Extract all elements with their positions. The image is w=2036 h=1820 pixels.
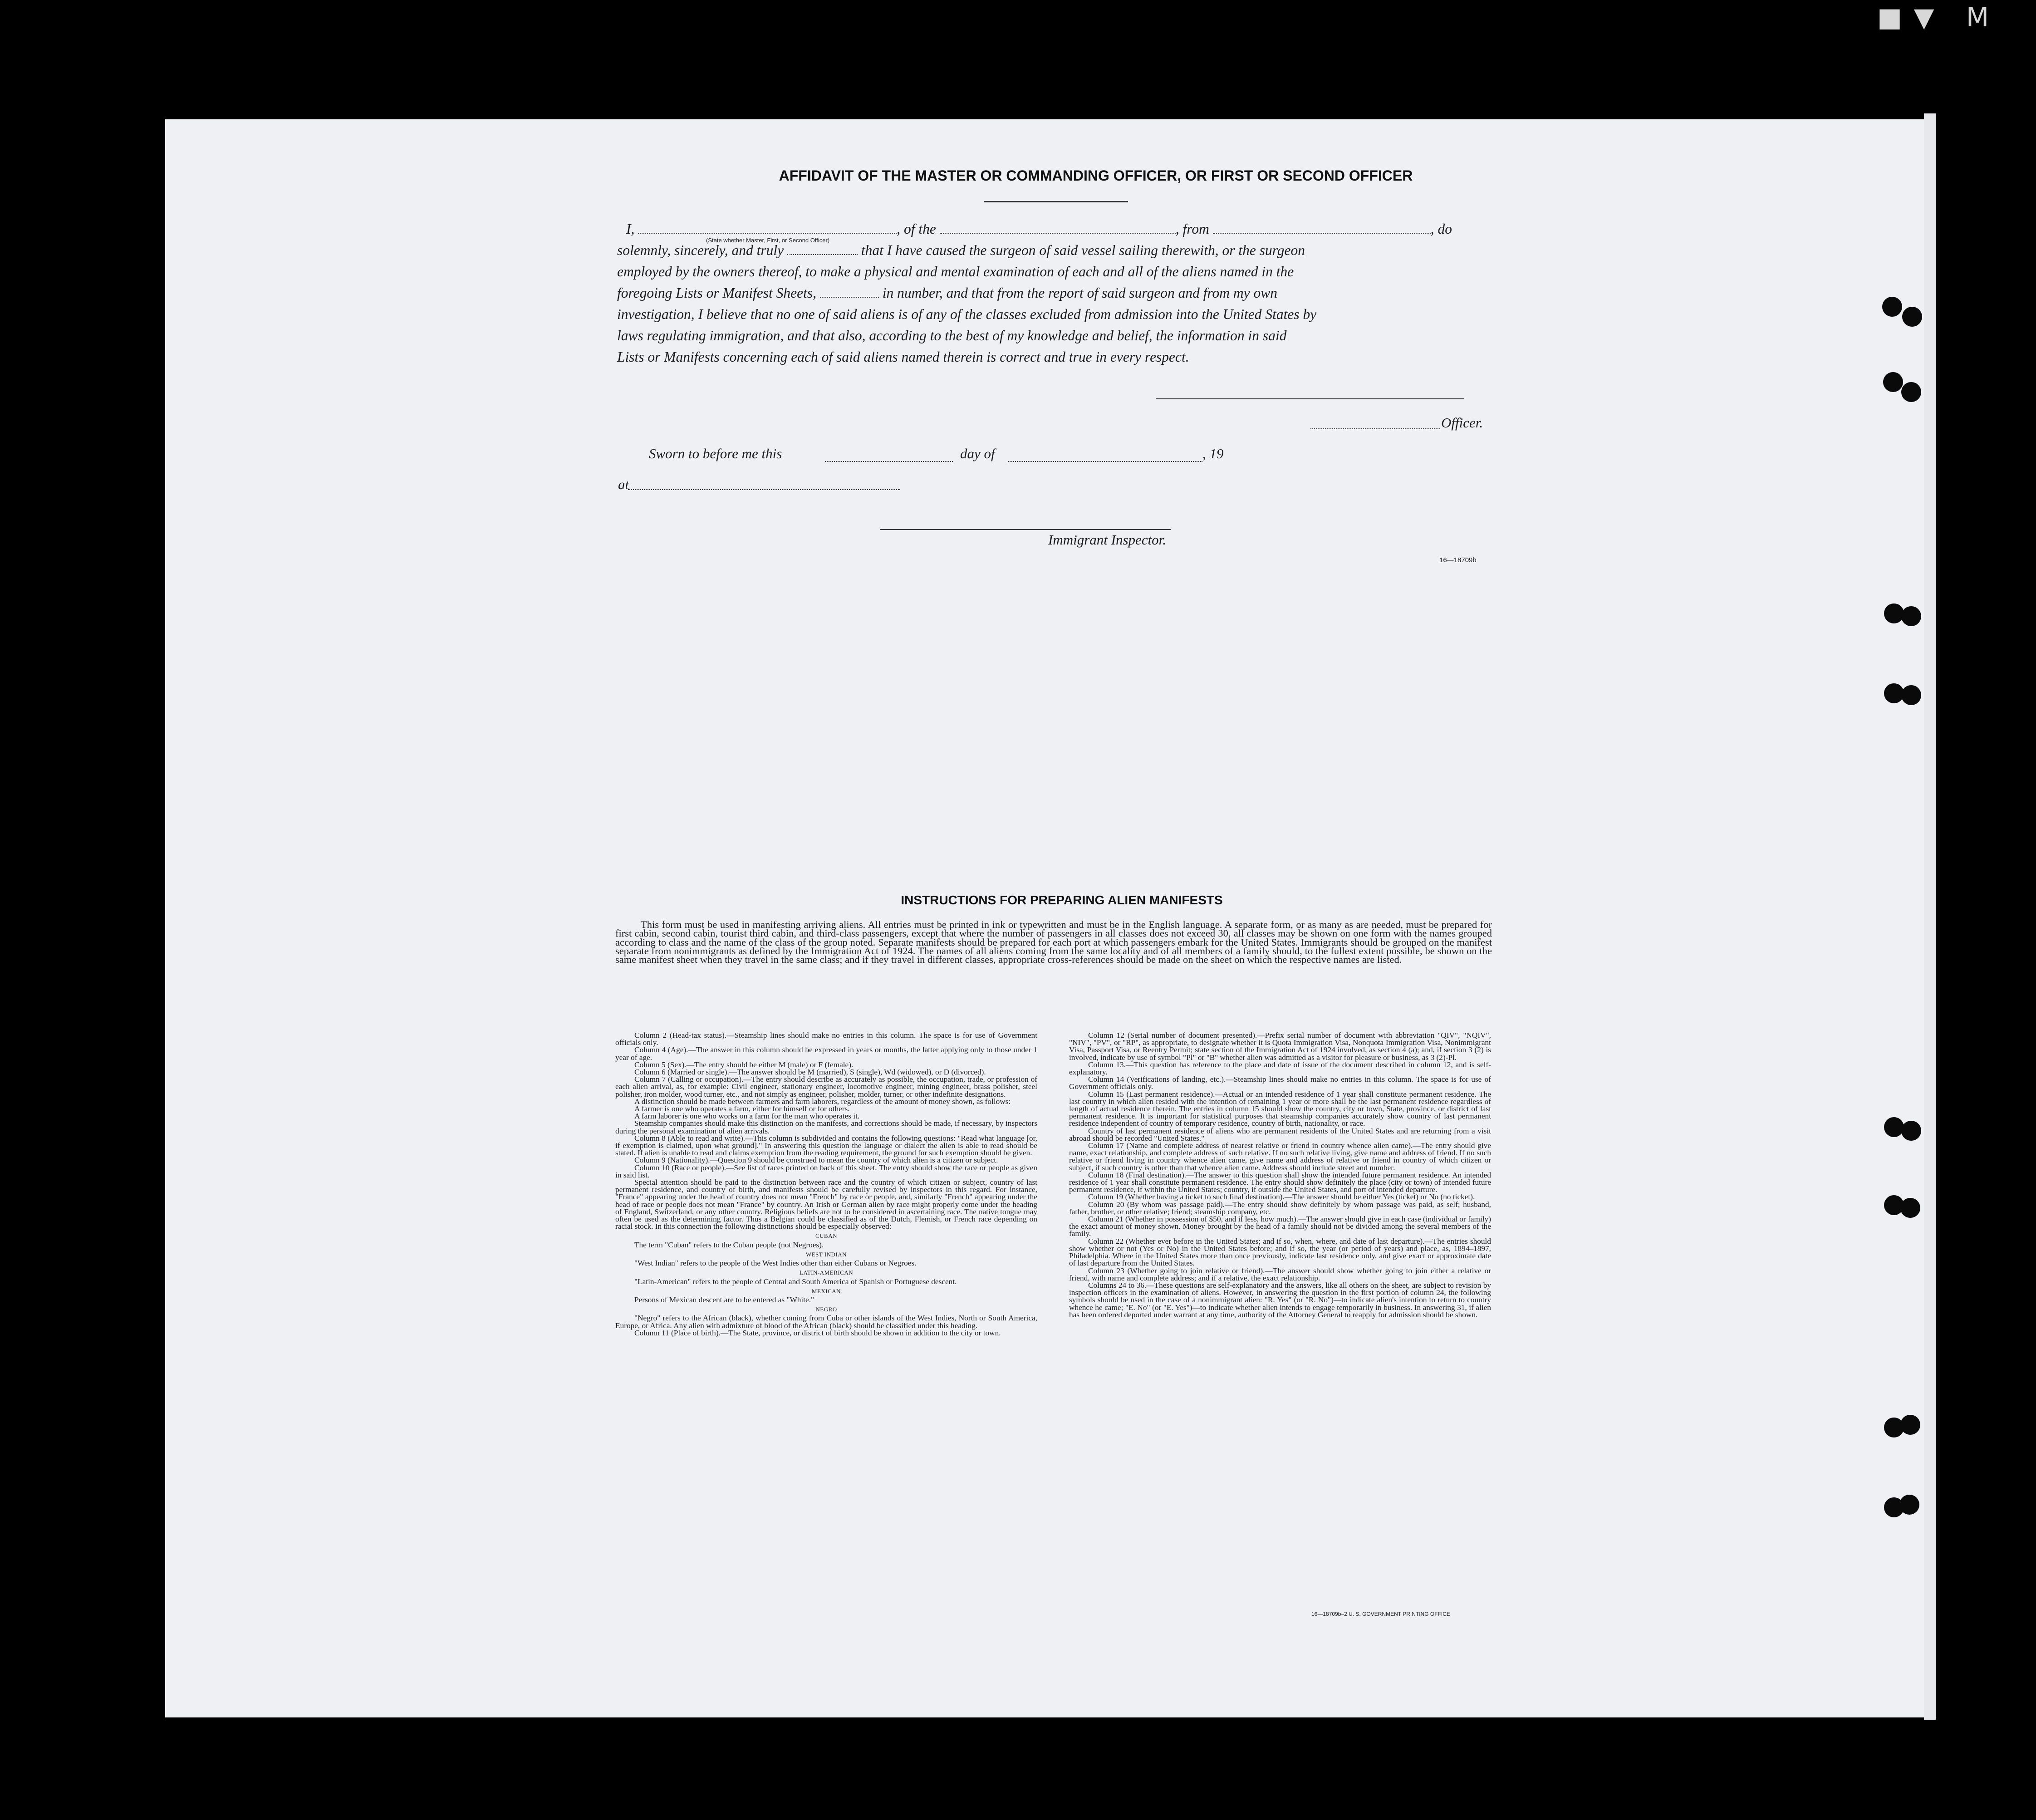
- affidavit-text: that I have caused the surgeon of said vessel sailing therewith, or the surgeon: [861, 242, 1305, 258]
- instructions-right-column: [1069, 1032, 1491, 1319]
- instruction-paragraph: Column 12 (Serial number of document presented).—Prefix serial number of document with abbreviation "QIV", "NQIV", "NIV", "PV", or "RP", as appropriate, to designate whether it is Quota Immigration Visa, Nonquota Immigration Visa, Nonimmigrant Visa, Passport Visa, or Reentry Permit; state section of the Immigration Act of 1924 involved, as section 4 (a); and, if section 3 (2) is involved, indicate by use of symbol "Pl" or "B" whether alien was admitted as a visitor for pleasure or business, as 3 (2)-Pl.: [1069, 1031, 1491, 1062]
- instructions-left-column: [615, 1032, 1037, 1337]
- punch-hole: [1900, 1415, 1920, 1435]
- intro-paragraph: This form must be used in manifesting arriving aliens. All entries must be printed in ink or typewritten and must be in the English language. A separate form, or as many as are needed, must be prepared for first cabin, second cabin, tourist third cabin, and third-class passengers, except that where the number of passengers in all classes does not exceed 30, all classes may be shown on one form with the names grouped according to class and the name of the class of the group noted. Separate manifests should be prepared for each port at which passengers embark for the United States. Immigrants should be grouped on the manifest separate from nonimmigrants as defined by the Immigration Act of 1924. The names of all aliens coming from the same locality and of all members of a family should, to the fullest extent possible, be shown on the same manifest sheet when they travel in the same class; and if they travel in different classes, appropriate cross-references should be made on the sheet on which the respective names are listed.: [615, 919, 1492, 966]
- instruction-paragraph: Column 18 (Final destination).—The answer to this question shall show the intended future permanent residence. An intended residence of 1 year shall constitute permanent residence. The entry should show definitely the place (city or town) of intended future permanent residence, if within the United States; country, if outside the United States, and port of intended departure.: [1069, 1170, 1491, 1194]
- race-heading-latin-american: LATIN-AMERICAN: [799, 1269, 854, 1276]
- instruction-paragraph: Column 6 (Married or single).—The answer should be M (married), S (single), Wd (widowed), or D (divorced).: [634, 1068, 986, 1077]
- instruction-paragraph: Column 15 (Last permanent residence).—Actual or an intended residence of 1 year shall constitute permanent residence. The last country in which alien resided with the intention of remaining 1 year or more shall be the last permanent residence regardless of length of actual residence therein. The entries in column 15 should show the country, city or town, State, province, or district of last permanent residence. It is important for statistical purposes that steamship companies accurately show country of last permanent residence independent of country of temporary residence, country of birth, nationality, or race.: [1069, 1089, 1491, 1128]
- instruction-paragraph: A distinction should be made between farmers and farm laborers, regardless of the amount of money shown, as follows:: [634, 1097, 1011, 1106]
- instruction-paragraph: A farmer is one who operates a farm, either for himself or for others.: [634, 1104, 850, 1114]
- punch-hole: [1901, 685, 1921, 705]
- affidavit-do: , do: [1430, 221, 1452, 237]
- race-heading-cuban: CUBAN: [815, 1232, 837, 1240]
- instruction-paragraph: Columns 24 to 36.—These questions are self-explanatory and the answers, like all others on the sheet, are subject to revision by inspection officers in the examination of aliens. However, in answering the question in the first portion of column 24, the following symbols should be used in the case of a nonimmigrant alien: "R. Yes" (or "R. No")—to indicate alien's intention to return to country whence he came; "E. No" (or "E. Yes")—to indicate whether alien intends to engage temporarily in business. In answering 31, if alien has been ordered deported under warrant at any time, authority of the Attorney General to reapply for admission should be shown.: [1069, 1280, 1491, 1319]
- instructions-title: INSTRUCTIONS FOR PREPARING ALIEN MANIFESTS: [901, 893, 1223, 907]
- punch-hole: [1882, 297, 1902, 317]
- inspector-label: Immigrant Inspector.: [1048, 532, 1167, 548]
- instruction-paragraph: Column 7 (Calling or occupation).—The entry should describe as accurately as possible, the occupation, trade, or profession of each alien arrival, as, for example: Civil engineer, stationary engineer, locomotive engineer, mining engineer, brass polisher, steel polisher, iron molder, wood turner, etc., and not simply as engineer, polisher, molder, turner, or other indefinite designations.: [615, 1075, 1037, 1099]
- instruction-paragraph: Column 23 (Whether going to join relative or friend).—The answer should show whether going to join either a relative or friend, with name and complete address; and if a relative, the exact relationship.: [1069, 1266, 1491, 1282]
- punch-hole: [1901, 382, 1921, 402]
- blank-field: [787, 254, 858, 255]
- affidavit-of-the: , of the: [897, 221, 936, 237]
- race-definition: "Negro" refers to the African (black), whether coming from Cuba or other islands of the West Indies, North or South America, Europe, or Africa. Any alien with admixture of blood of the African (black) should be classified under this heading.: [615, 1314, 1037, 1330]
- footer-form-code: 16—18709b–2 U. S. GOVERNMENT PRINTING OFFICE: [1311, 1611, 1450, 1617]
- affidavit-line-7: Lists or Manifests concerning each of said aliens named therein is correct and true in every respect.: [617, 349, 1189, 365]
- race-definition: "West Indian" refers to the people of the West Indies other than either Cubans or Negroes.: [634, 1259, 917, 1268]
- affidavit-i: I,: [626, 221, 635, 237]
- affidavit-text: foregoing Lists or Manifest Sheets,: [617, 285, 816, 301]
- vessel-name-field: [940, 233, 1176, 234]
- instruction-paragraph: Country of last permanent residence of aliens who are permanent residents of the United States and are returning from a visit abroad should be recorded "United States.": [1069, 1126, 1491, 1143]
- punch-hole: [1902, 307, 1922, 327]
- affidavit-line-6: laws regulating immigration, and that also, according to the best of my knowledge and belief, the information in said: [617, 328, 1287, 343]
- instruction-paragraph: Column 8 (Able to read and write).—This column is subdivided and contains the following questions: "Read what language [or, if exemption is claimed, upon what ground]." In answering this question the language or dialect the alien is able to read should be stated. If alien is unable to read and claims exemption from the reading requirement, the ground for such exemption should be given.: [615, 1133, 1037, 1158]
- affidavit-from: , from: [1175, 221, 1209, 237]
- affidavit-line-5: investigation, I believe that no one of said aliens is of any of the classes excluded from admission into the United States by: [617, 306, 1317, 322]
- officer-rank-field: [638, 233, 897, 234]
- instruction-paragraph: Column 19 (Whether having a ticket to such final destination).—The answer should be either Yes (ticket) or No (no ticket).: [1088, 1192, 1475, 1202]
- title-rule: [984, 201, 1128, 202]
- punch-hole: [1883, 372, 1903, 392]
- sheet-edge: [1924, 113, 1936, 1720]
- instruction-paragraph: Column 9 (Nationality).—Question 9 should be construed to mean the country of which alien is a citizen or subject.: [634, 1156, 998, 1165]
- signature-line: [1156, 398, 1464, 399]
- affidavit-text: solemnly, sincerely, and truly: [617, 242, 784, 258]
- instruction-paragraph: Column 4 (Age).—The answer in this column should be expressed in years or months, the latter applying only to those under 1 year of age.: [615, 1045, 1037, 1062]
- punch-hole: [1884, 1117, 1904, 1137]
- officer-rank-line: [1310, 428, 1440, 429]
- port-field: [1213, 233, 1431, 234]
- at-label: at: [618, 476, 629, 492]
- race-heading-negro: NEGRO: [815, 1306, 837, 1313]
- instruction-paragraph: Column 20 (By whom was passage paid).—The entry should show definitely by whom passage was paid, as self; husband, father, brother, or other relative; friend; steamship company, etc.: [1069, 1200, 1491, 1216]
- punch-hole: [1901, 1121, 1921, 1141]
- instruction-paragraph: Column 5 (Sex).—The entry should be either M (male) or F (female).: [634, 1060, 854, 1069]
- punch-hole: [1899, 1495, 1919, 1515]
- officer-label: Officer.: [1441, 415, 1483, 431]
- affidavit-line-4: [617, 285, 1493, 301]
- instruction-paragraph: Column 13.—This question has reference to the place and date of issue of the document described in column 12, and is self-explanatory.: [1069, 1060, 1491, 1077]
- sworn-label: Sworn to before me this: [649, 446, 782, 461]
- instruction-paragraph: Steamship companies should make this distinction on the manifests, and corrections should be made, if necessary, by inspectors during the personal examination of alien arrivals.: [615, 1119, 1037, 1135]
- affidavit-line-1: [617, 221, 1493, 237]
- instruction-paragraph: Column 17 (Name and complete address of nearest relative or friend in country whence alien came).—The entry should give name, exact relationship, and complete address of such relative. If no such relative living, give name and address of friend. If no such relative or friend living in country whence alien came, give name and address of relative or friend in country of which citizen or subject, if such country is other than that whence alien came. Address should include street and number.: [1069, 1141, 1491, 1172]
- punch-hole: [1884, 603, 1904, 623]
- year-label: , 19: [1202, 446, 1224, 461]
- affidavit-text: in number, and that from the report of said surgeon and from my own: [882, 285, 1278, 301]
- inspector-signature-line: [880, 529, 1171, 530]
- race-definition: The term "Cuban" refers to the Cuban people (not Negroes).: [634, 1240, 824, 1249]
- instruction-paragraph: Column 22 (Whether ever before in the United States; and if so, when, where, and date of last departure).—The entries should show whether or not (Yes or No) in the United States before; and if so, the year (or period of years) and place, as, 1894–1897, Philadelphia. Where in the United States more than once previously, indicate last residence only, and give exact or approximate date of last departure from the United States.: [1069, 1236, 1491, 1268]
- race-heading-west-indian: WEST INDIAN: [805, 1251, 847, 1258]
- sheet-count-field: [820, 297, 879, 298]
- instruction-paragraph: Column 2 (Head-tax status).—Steamship lines should make no entries in this column. The space is for use of Government officials only.: [615, 1031, 1037, 1047]
- punch-hole: [1900, 1198, 1920, 1218]
- affidavit-line-3: employed by the owners thereof, to make a physical and mental examination of each and all of the aliens named in the: [617, 264, 1294, 280]
- instruction-paragraph: Column 10 (Race or people).—See list of races printed on back of this sheet. The entry should show the race or people as given in said list.: [615, 1163, 1037, 1179]
- corner-glyphs: ■▼ M: [1877, 2, 2001, 33]
- instructions-intro: [615, 920, 1492, 964]
- sworn-day-field: [825, 461, 953, 462]
- instruction-paragraph: Column 11 (Place of birth).—The State, province, or district of birth should be shown in addition to the city or town.: [634, 1328, 1001, 1337]
- instruction-paragraph: Special attention should be paid to the distinction between race and the country of which citizen or subject, country of last permanent residence, and country of birth, and manifests should be carefully revised by inspectors in this regard. For instance, "France" appearing under the head of country does not mean "French" by race or people, and, similarly "French" appearing under the head of race or people does not mean "France" by country. An Irish or German alien by race might properly come under the heading of England, Switzerland, or any other country. Religious beliefs are not to be considered in ascertaining race. The native tongue may often be used as the determining factor. Thus a Belgian could be classified as of the Dutch, Flemish, or French race depending on racial stock. In this connection the following distinctions should be especially observed:: [615, 1178, 1037, 1231]
- instruction-paragraph: Column 21 (Whether in possession of $50, and if less, how much).—The answer should give in each case (individual or family) the exact amount of money shown. Money brought by the head of a family should not be divided among the several members of the family.: [1069, 1215, 1491, 1238]
- race-definition: Persons of Mexican descent are to be entered as "White.": [634, 1295, 814, 1304]
- instruction-paragraph: A farm laborer is one who works on a farm for the man who operates it.: [634, 1112, 860, 1121]
- affidavit-line-2: [617, 242, 1493, 259]
- officer-rank-note: (State whether Master, First, or Second Officer): [706, 237, 830, 244]
- sworn-month-field: [1008, 461, 1202, 462]
- affidavit-form-code: 16—18709b: [1439, 556, 1477, 564]
- sworn-place-field: [628, 489, 900, 490]
- punch-hole: [1901, 606, 1921, 626]
- race-heading-mexican: MEXICAN: [811, 1287, 841, 1295]
- day-of-label: day of: [960, 446, 995, 461]
- instruction-paragraph: Column 14 (Verifications of landing, etc.).—Steamship lines should make no entries in this column. The space is for use of Government officials only.: [1069, 1075, 1491, 1091]
- race-definition: "Latin-American" refers to the people of Central and South America of Spanish or Portuguese descent.: [634, 1277, 957, 1286]
- affidavit-title: AFFIDAVIT OF THE MASTER OR COMMANDING OFFICER, OR FIRST OR SECOND OFFICER: [779, 167, 1413, 184]
